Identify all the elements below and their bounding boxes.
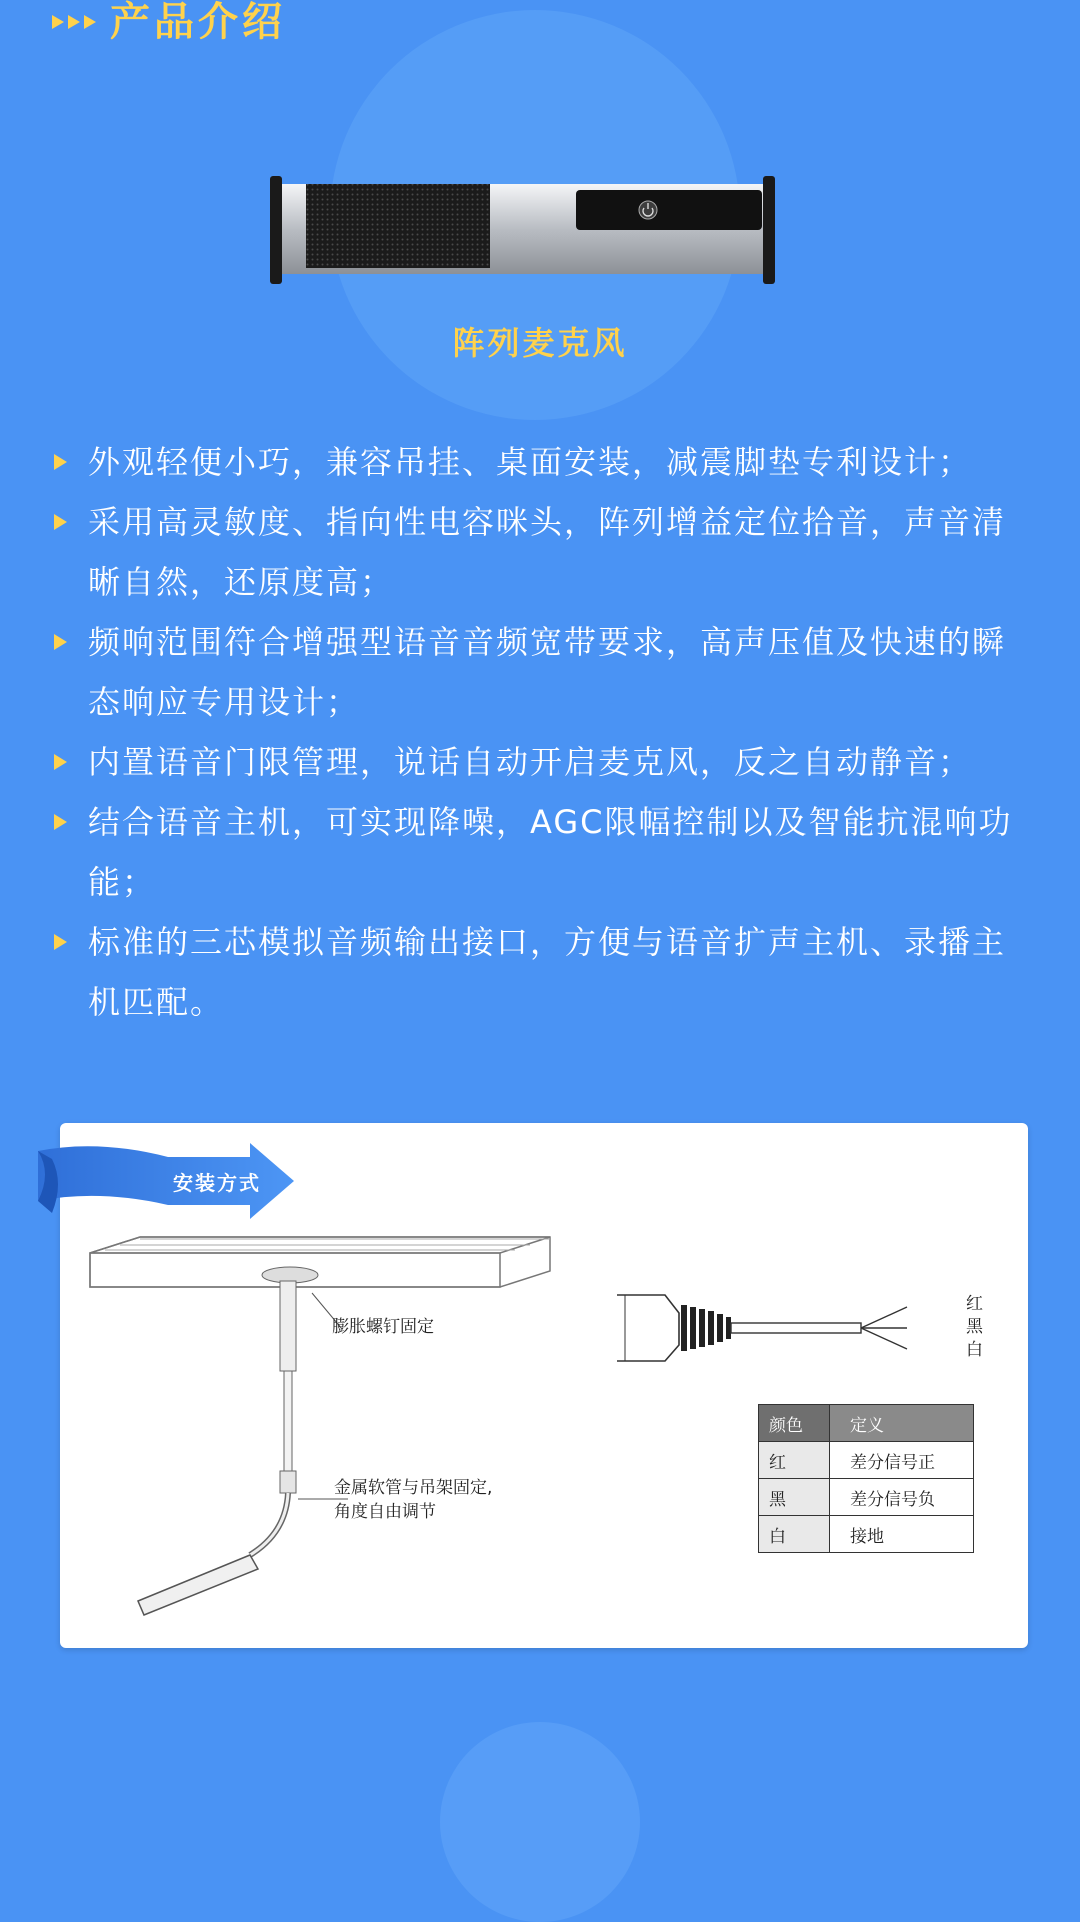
table-row bbox=[759, 1479, 974, 1516]
triple-arrow-icon bbox=[52, 15, 96, 29]
wire-definition-cell: 接地 bbox=[830, 1516, 974, 1553]
list-item: 频响范围符合增强型语音音频宽带要求，高声压值及快速的瞬态响应专用设计； bbox=[52, 612, 1032, 732]
ribbon-label: 安装方式 bbox=[173, 1171, 261, 1195]
list-item: 外观轻便小巧，兼容吊挂、桌面安装，减震脚垫专利设计； bbox=[52, 432, 1032, 492]
wire-color-cell: 红 bbox=[759, 1442, 830, 1479]
list-item: 内置语音门限管理，说话自动开启麦克风，反之自动静音； bbox=[52, 732, 1032, 792]
feature-list bbox=[52, 432, 1032, 1032]
table-header-row bbox=[759, 1405, 974, 1442]
bullet-icon bbox=[54, 634, 67, 650]
bullet-icon bbox=[54, 454, 67, 470]
wire-label: 红 bbox=[966, 1294, 983, 1314]
array-microphone-image bbox=[270, 172, 775, 290]
list-item: 采用高灵敏度、指向性电容咪头，阵列增益定位拾音，声音清晰自然，还原度高； bbox=[52, 492, 1032, 612]
wire-label: 白 bbox=[966, 1340, 983, 1360]
wire-color-labels bbox=[966, 1293, 983, 1362]
table-row bbox=[759, 1516, 974, 1553]
section-title: 产品介绍 bbox=[110, 0, 286, 45]
decorative-circle-bottom bbox=[440, 1722, 640, 1922]
bullet-icon bbox=[54, 934, 67, 950]
wire-color-cell: 黑 bbox=[759, 1479, 830, 1516]
wire-definition-table bbox=[758, 1404, 974, 1553]
bullet-icon bbox=[54, 814, 67, 830]
product-label: 阵列麦克风 bbox=[452, 324, 628, 362]
bullet-icon bbox=[54, 754, 67, 770]
hose-label-line-2: 角度自由调节 bbox=[334, 1502, 436, 1522]
installation-card bbox=[60, 1123, 1028, 1648]
list-item: 标准的三芯模拟音频输出接口，方便与语音扩声主机、录播主机匹配。 bbox=[52, 912, 1032, 1032]
wire-definition-cell: 差分信号负 bbox=[830, 1479, 974, 1516]
wire-color-cell: 白 bbox=[759, 1516, 830, 1553]
wire-definition-cell: 差分信号正 bbox=[830, 1442, 974, 1479]
hose-label-line-1: 金属软管与吊架固定, bbox=[334, 1478, 493, 1498]
section-header bbox=[52, 0, 286, 44]
column-header-definition: 定义 bbox=[830, 1405, 974, 1442]
cable-connector-diagram bbox=[615, 1283, 915, 1373]
table-row bbox=[759, 1442, 974, 1479]
list-item: 结合语音主机，可实现降噪，AGC限幅控制以及智能抗混响功能； bbox=[52, 792, 1032, 912]
column-header-color: 颜色 bbox=[759, 1405, 830, 1442]
ceiling-mount-diagram bbox=[80, 1233, 560, 1633]
bullet-icon bbox=[54, 514, 67, 530]
screw-label: 膨胀螺钉固定 bbox=[332, 1317, 434, 1337]
wire-label: 黑 bbox=[966, 1317, 983, 1337]
